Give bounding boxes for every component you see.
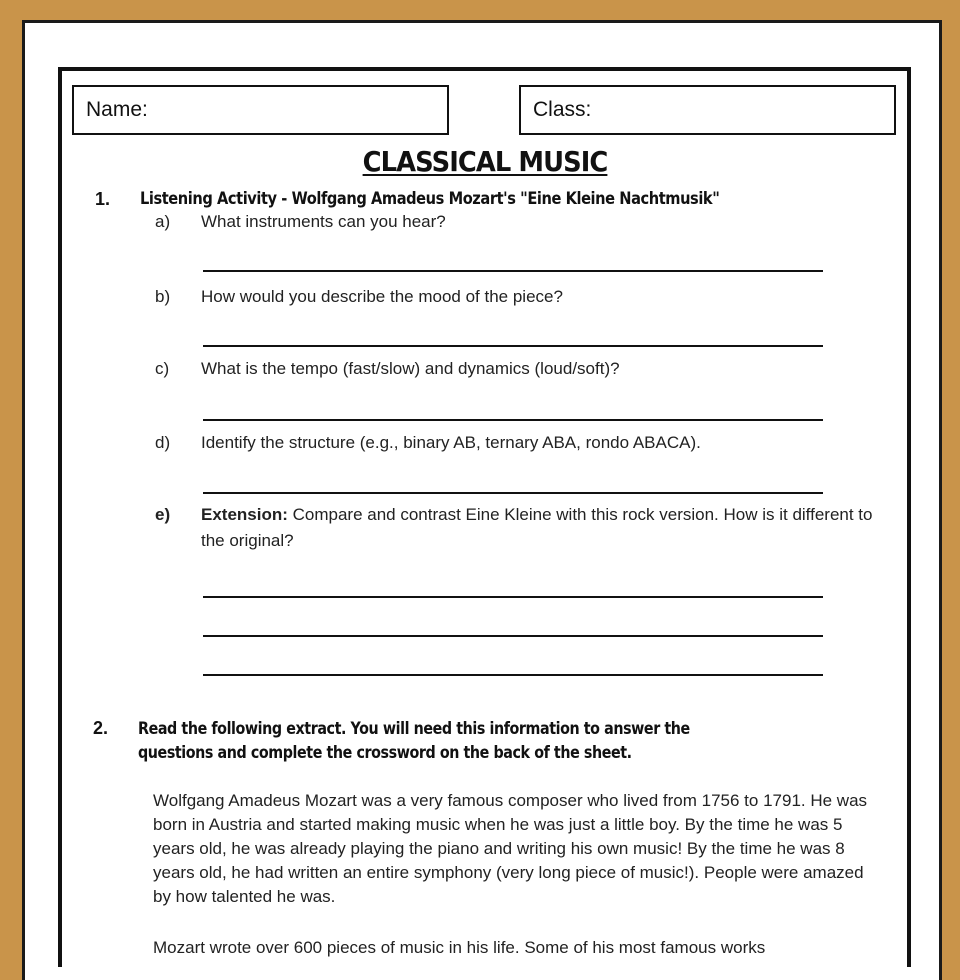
extract-paragraph-1: Wolfgang Amadeus Mozart was a very famous composer who lived from 1756 to 1791. He was born in Austria and started making music when he was just a little boy. By the time he was 5 years old, he was already playing the piano and writing his own music! By the time he was 8 years old, he had written an entire symphony (very long piece of music!). People were amazed by how talented he was. [153, 791, 868, 906]
section-2-heading-line2: questions and complete the crossword on the back of the sheet. [138, 743, 632, 763]
name-label: Name: [86, 98, 148, 121]
extension-label: Extension: [201, 505, 288, 524]
answer-line-e1[interactable] [203, 596, 823, 598]
question-e-letter: e) [155, 505, 171, 524]
question-a-letter: a) [155, 212, 171, 231]
page-title: CLASSICAL MUSIC [362, 145, 608, 178]
answer-line-e3[interactable] [203, 674, 823, 676]
question-e-text [201, 502, 891, 554]
question-c-text: What is the tempo (fast/slow) and dynamics (loud/soft)? [201, 359, 620, 378]
question-e-body: Compare and contrast Eine Kleine with this rock version. How is it different to the original? [201, 505, 873, 550]
section-2-number: 2. [93, 718, 109, 738]
class-field[interactable] [519, 85, 896, 135]
answer-line-e2[interactable] [203, 635, 823, 637]
question-c-letter: c) [155, 359, 170, 378]
section-2-heading-line1: Read the following extract. You will need this information to answer the [138, 719, 690, 739]
answer-line-a[interactable] [203, 270, 823, 272]
extract-paragraph-2: Mozart wrote over 600 pieces of music in his life. Some of his most famous works [153, 938, 766, 957]
question-a-text: What instruments can you hear? [201, 212, 446, 231]
question-d-letter: d) [155, 433, 171, 452]
class-label: Class: [533, 98, 592, 121]
worksheet-page [22, 20, 942, 980]
section-1-heading: Listening Activity - Wolfgang Amadeus Mozart's "Eine Kleine Nachtmusik" [140, 189, 720, 209]
name-field[interactable] [72, 85, 449, 135]
answer-line-d[interactable] [203, 492, 823, 494]
question-b-letter: b) [155, 287, 171, 306]
answer-line-b[interactable] [203, 345, 823, 347]
question-d-text: Identify the structure (e.g., binary AB, ternary ABA, rondo ABACA). [201, 433, 701, 452]
question-b-text: How would you describe the mood of the piece? [201, 287, 563, 306]
section-1-number: 1. [95, 189, 111, 209]
answer-line-c[interactable] [203, 419, 823, 421]
